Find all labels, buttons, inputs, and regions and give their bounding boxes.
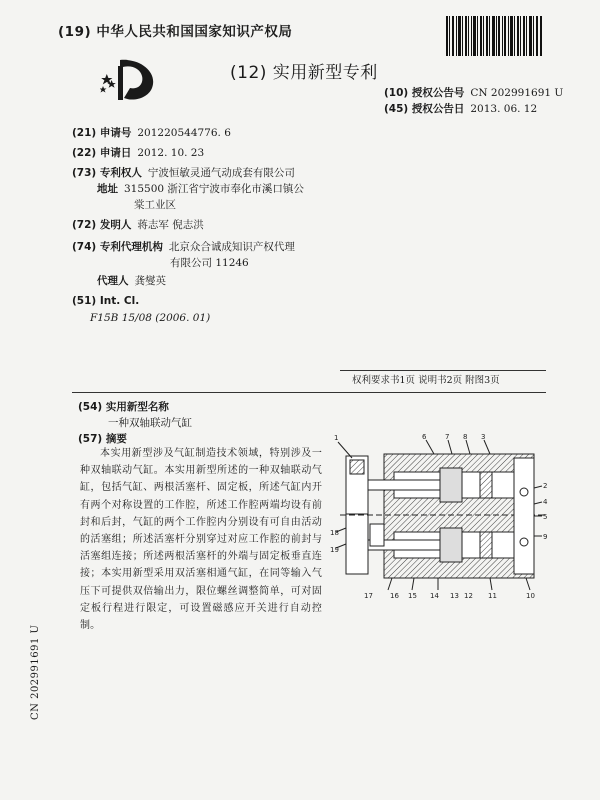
publication-number: (10) 授权公告号 CN 202991691 U <box>384 87 564 99</box>
label-4: 4 <box>543 498 548 506</box>
abstract-body: 本实用新型涉及气缸制造技术领域，特别涉及一种双轴联动气缸。本实用新型所述的一种双轴联动气缸，包括气缸、两根活塞杆、固定板，所述气缸内开有两个对称设置的工作腔，所述工作腔两端均设有前封和后封，气缸的两个工作腔内分别设有可自由活动的活塞组；所述活塞杆分别穿过对应工作腔的前封与活塞组连接；所述两根活塞杆的外端与固定板垂直连接；本实用新型采用双活塞相通气缸，在同等输入气压下可提供双倍输出力，限位螺丝调整简单，可对固定板行程进行限定，可设置磁感应开关进行自动控制。 <box>80 448 322 632</box>
utility-model-title: 一种双轴联动气缸 <box>108 417 192 429</box>
label-2: 2 <box>543 482 548 490</box>
office-header: (19) 中华人民共和国国家知识产权局 <box>58 24 293 40</box>
label-16: 16 <box>390 592 399 600</box>
barcode <box>446 16 542 56</box>
inventors: (72) 发明人 蒋志军 倪志洪 <box>72 219 204 231</box>
page-count-info: 权利要求书1页 说明书2页 附图3页 <box>352 375 500 386</box>
label-3: 3 <box>481 433 486 441</box>
patent-agency: (74) 专利代理机构 北京众合诚成知识产权代理 <box>72 241 295 253</box>
label-1: 1 <box>334 434 339 442</box>
label-7: 7 <box>445 433 450 441</box>
int-classification-label: (51) Int. Cl. <box>72 295 140 307</box>
label-10: 10 <box>526 592 535 600</box>
int-classification-value: F15B 15/08 (2006. 01) <box>90 312 211 324</box>
patent-agent: 代理人 龚燮英 <box>97 275 166 287</box>
label-6: 6 <box>422 433 427 441</box>
label-5: 5 <box>543 513 548 521</box>
filing-date: (22) 申请日 2012. 10. 23 <box>72 147 205 159</box>
label-8: 8 <box>463 433 468 441</box>
cylinder-cross-section <box>330 432 550 602</box>
label-19: 19 <box>330 546 339 554</box>
label-17: 17 <box>364 592 373 600</box>
sipo-logo <box>100 58 160 106</box>
label-11: 11 <box>488 592 497 600</box>
owner-address: 地址 315500 浙江省宁波市奉化市溪口镇公 <box>97 183 304 195</box>
patent-agency-cont: 有限公司 11246 <box>170 257 249 269</box>
patent-owner: (73) 专利权人 宁波恒敏灵通气动成套有限公司 <box>72 167 295 179</box>
abstract-label: (57) 摘要 <box>78 433 127 445</box>
section-divider <box>72 392 546 393</box>
label-13: 13 <box>450 592 459 600</box>
publication-date: (45) 授权公告日 2013. 06. 12 <box>384 103 538 115</box>
technical-drawing <box>330 432 550 606</box>
label-18: 18 <box>330 529 339 537</box>
utility-model-title-label: (54) 实用新型名称 <box>78 401 169 413</box>
owner-address-cont: 棠工业区 <box>134 199 176 211</box>
label-14: 14 <box>430 592 439 600</box>
label-9: 9 <box>543 533 548 541</box>
document-type: (12) 实用新型专利 <box>230 63 378 83</box>
page-count-divider <box>340 370 546 371</box>
application-number: (21) 申请号 201220544776. 6 <box>72 127 231 139</box>
label-15: 15 <box>408 592 417 600</box>
label-12: 12 <box>464 592 473 600</box>
sipo-emblem-icon <box>100 58 160 102</box>
side-publication-number: CN 202991691 U <box>30 624 41 720</box>
barcode-graphic <box>446 16 542 56</box>
